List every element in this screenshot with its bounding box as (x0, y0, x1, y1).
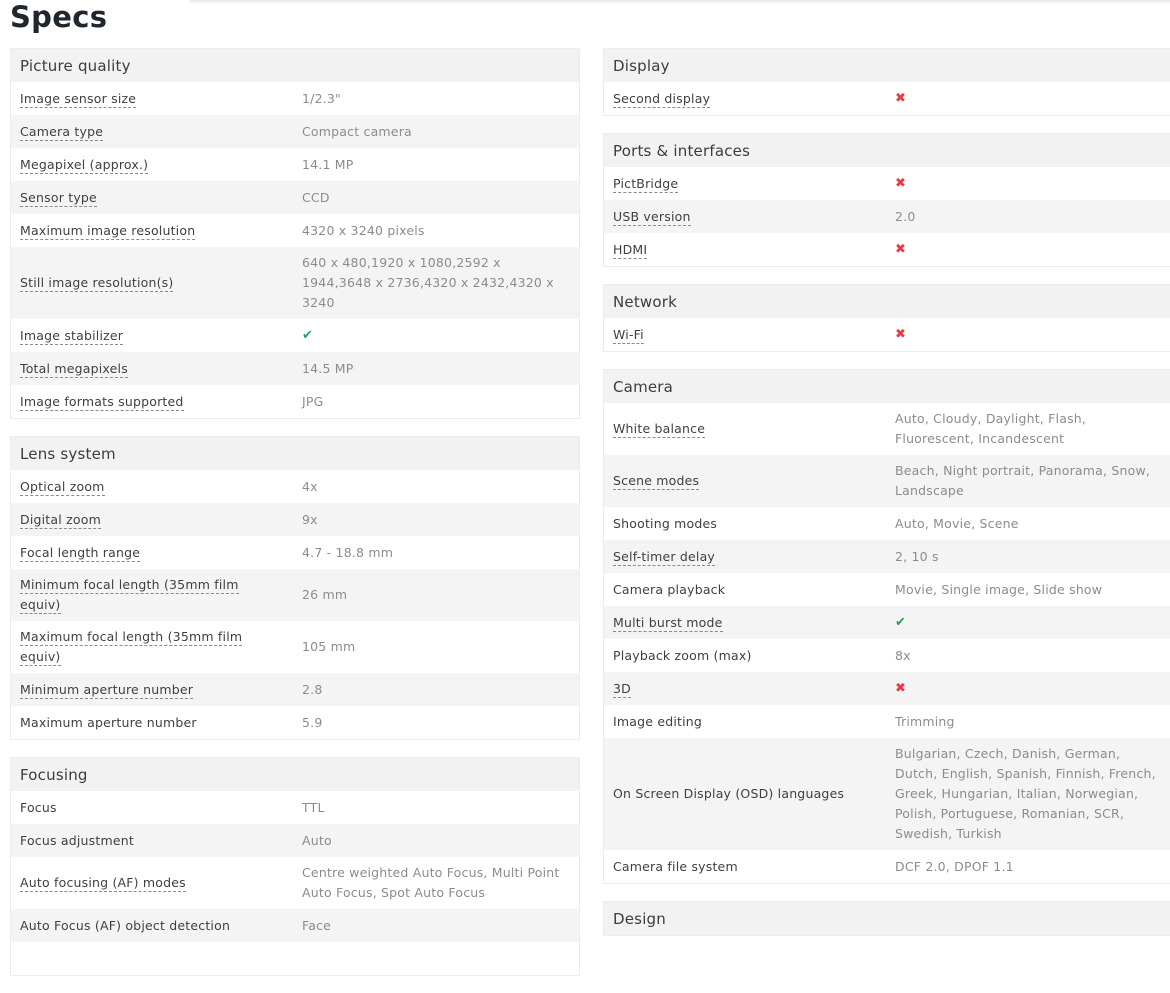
spec-row-on-screen-display-osd-languages (604, 738, 1170, 850)
spec-row-second-display (604, 82, 1170, 115)
spec-value-optical-zoom (302, 477, 579, 497)
spec-value-wi-fi (895, 324, 1170, 345)
spec-row-optical-zoom (11, 470, 579, 503)
page-title: Specs (10, 0, 108, 34)
spec-value-text-image-formats-supported: JPG (302, 393, 324, 409)
spec-row-maximum-focal-length-35mm-film-equiv (11, 621, 579, 673)
spec-row-focus (11, 791, 579, 824)
spec-value-camera-playback (895, 580, 1170, 600)
spec-row-self-timer-delay (604, 540, 1170, 573)
spec-label-image-formats-supported (11, 392, 302, 412)
spec-value-multi-burst-mode (895, 612, 1170, 633)
spec-label-playback-zoom-max (604, 646, 895, 666)
spec-row-shooting-modes (604, 507, 1170, 540)
spec-label-total-megapixels (11, 359, 302, 379)
section-header-ports-interfaces: Ports & interfaces (604, 134, 1170, 167)
spec-label-text-focus: Focus (20, 799, 57, 815)
spec-row-usb-version (604, 200, 1170, 233)
specs-columns (10, 48, 1170, 993)
spec-value-text-image-sensor-size: 1/2.3" (302, 90, 341, 106)
spec-row-minimum-focal-length-35mm-film-equiv (11, 569, 579, 621)
spec-label-megapixel-approx (11, 155, 302, 175)
section-header-picture-quality: Picture quality (11, 49, 579, 82)
spec-row-wi-fi (604, 318, 1170, 351)
spec-value-camera-file-system (895, 857, 1170, 877)
spec-value-maximum-aperture-number (302, 713, 579, 733)
spec-label-image-editing (604, 712, 895, 732)
spec-value-text-megapixel-approx: 14.1 MP (302, 156, 354, 172)
spec-label-usb-version (604, 207, 895, 227)
check-icon: ✔ (302, 328, 314, 343)
spec-row-3d (604, 672, 1170, 705)
spec-value-image-editing (895, 712, 1170, 732)
cross-icon: ✖ (895, 681, 907, 696)
spec-label-text-image-editing: Image editing (613, 713, 703, 729)
spec-label-tooltip-white-balance[interactable]: White balance (613, 421, 706, 436)
spec-value-image-sensor-size (302, 89, 579, 109)
spec-label-camera-playback (604, 580, 895, 600)
spec-label-text-auto-focus-af-object-detection: Auto Focus (AF) object detection (20, 917, 231, 933)
spec-label-image-sensor-size (11, 89, 302, 109)
spec-label-white-balance (604, 419, 895, 439)
spec-row-image-sensor-size (11, 82, 579, 115)
spec-value-self-timer-delay (895, 547, 1170, 567)
spec-label-second-display (604, 89, 895, 109)
spec-value-image-formats-supported (302, 392, 579, 412)
spec-value-on-screen-display-osd-languages (895, 744, 1170, 844)
spec-table-lens-system (10, 436, 580, 740)
spec-label-camera-type (11, 122, 302, 142)
spec-label-tooltip-hdmi[interactable]: HDMI (613, 241, 648, 257)
spec-value-text-minimum-aperture-number: 2.8 (302, 681, 323, 697)
spec-row-megapixel-approx (11, 148, 579, 181)
spec-label-hdmi (604, 240, 895, 260)
spec-row-playback-zoom-max (604, 639, 1170, 672)
spec-label-maximum-aperture-number (11, 713, 302, 733)
spec-value-text-self-timer-delay: 2, 10 s (895, 548, 939, 564)
spec-row-focus-adjustment (11, 824, 579, 857)
spec-row-maximum-image-resolution (11, 214, 579, 247)
spec-label-tooltip-image-sensor-size[interactable]: Image sensor size (20, 90, 137, 106)
cross-icon: ✖ (895, 327, 907, 342)
spec-value-text-focus: TTL (302, 799, 325, 815)
spec-label-self-timer-delay (604, 547, 895, 567)
cross-icon: ✖ (895, 176, 907, 191)
spec-value-camera-type (302, 122, 579, 142)
spec-value-text-auto-focus-af-object-detection: Face (302, 917, 332, 933)
spec-row-camera-type (11, 115, 579, 148)
spec-label-tooltip-scene-modes[interactable]: Scene modes (613, 473, 700, 488)
spec-label-tooltip-image-stabilizer[interactable]: Image stabilizer (20, 327, 124, 343)
spec-label-tooltip-minimum-aperture-number[interactable]: Minimum aperture number (20, 681, 194, 697)
spec-label-3d (604, 679, 895, 699)
spec-value-text-camera-type: Compact camera (302, 123, 412, 139)
spec-value-3d (895, 678, 1170, 699)
spec-row-image-editing (604, 705, 1170, 738)
spec-label-on-screen-display-osd-languages (604, 784, 895, 804)
spec-label-tooltip-multi-burst-mode[interactable]: Multi burst mode (613, 614, 723, 630)
spec-value-text-camera-file-system: DCF 2.0, DPOF 1.1 (895, 858, 1014, 874)
spec-value-scene-modes (895, 461, 1170, 501)
spec-value-minimum-aperture-number (302, 680, 579, 700)
spec-row-auto-focusing-af-modes (11, 857, 579, 909)
spec-value-text-camera-playback: Movie, Single image, Slide show (895, 581, 1103, 597)
spec-value-text-focal-length-range: 4.7 - 18.8 mm (302, 544, 394, 560)
spec-label-tooltip-auto-focusing-af-modes[interactable]: Auto focusing (AF) modes (20, 875, 186, 890)
spec-value-still-image-resolution-s (302, 253, 579, 313)
spec-value-text-digital-zoom: 9x (302, 511, 318, 527)
spec-value-hdmi (895, 239, 1170, 260)
cross-icon: ✖ (895, 91, 907, 106)
spec-value-minimum-focal-length-35mm-film-equiv (302, 585, 579, 605)
spec-value-focus (302, 798, 579, 818)
spec-label-scene-modes (604, 471, 895, 491)
spec-label-tooltip-optical-zoom[interactable]: Optical zoom (20, 478, 105, 494)
spec-row-multi-burst-mode (604, 606, 1170, 639)
spec-table-network (603, 284, 1170, 352)
spec-row-minimum-aperture-number (11, 673, 579, 706)
spec-value-megapixel-approx (302, 155, 579, 175)
spec-table-display (603, 48, 1170, 116)
spec-value-text-scene-modes: Beach, Night portrait, Panorama, Snow, Landscape (895, 463, 1151, 498)
spec-label-tooltip-maximum-image-resolution[interactable]: Maximum image resolution (20, 222, 196, 238)
spec-value-text-maximum-focal-length-35mm-film-equiv: 105 mm (302, 639, 356, 654)
spec-row-scene-modes (604, 455, 1170, 507)
spec-value-shooting-modes (895, 514, 1170, 534)
spec-label-focal-length-range (11, 543, 302, 563)
spec-value-pictbridge (895, 173, 1170, 194)
spec-row-empty (11, 942, 579, 975)
spec-label-wi-fi (604, 325, 895, 345)
spec-value-text-on-screen-display-osd-languages: Bulgarian, Czech, Danish, German, Dutch, English, Spanish, Finnish, French, Greek, Hungarian, Italian, Norwegian, Polish, Portuguese, Romanian, SCR, Swedish, Turkish (895, 746, 1156, 841)
section-header-display: Display (604, 49, 1170, 82)
spec-label-sensor-type (11, 188, 302, 208)
spec-table-camera (603, 369, 1170, 884)
spec-label-tooltip-digital-zoom[interactable]: Digital zoom (20, 511, 101, 527)
spec-label-minimum-focal-length-35mm-film-equiv (11, 575, 302, 615)
spec-label-multi-burst-mode (604, 613, 895, 633)
spec-label-maximum-focal-length-35mm-film-equiv (11, 627, 302, 667)
spec-label-text-playback-zoom-max: Playback zoom (max) (613, 647, 752, 663)
spec-label-tooltip-minimum-focal-length-35mm-film-equiv[interactable]: Minimum focal length (35mm film equiv) (20, 577, 239, 612)
spec-row-maximum-aperture-number (11, 706, 579, 739)
spec-label-tooltip-self-timer-delay[interactable]: Self-timer delay (613, 548, 716, 564)
spec-label-tooltip-usb-version[interactable]: USB version (613, 208, 691, 224)
spec-label-shooting-modes (604, 514, 895, 534)
spec-label-text-camera-file-system: Camera file system (613, 858, 738, 874)
spec-value-text-focus-adjustment: Auto (302, 832, 332, 848)
spec-table-picture-quality (10, 48, 580, 419)
spec-value-usb-version (895, 207, 1170, 227)
spec-label-tooltip-3d[interactable]: 3D (613, 680, 631, 696)
spec-value-text-shooting-modes: Auto, Movie, Scene (895, 515, 1019, 531)
spec-value-maximum-focal-length-35mm-film-equiv (302, 637, 579, 657)
spec-value-auto-focusing-af-modes (302, 863, 579, 903)
spec-value-text-still-image-resolution-s: 640 x 480,1920 x 1080,2592 x 1944,3648 x 2736,4320 x 2432,4320 x 3240 (302, 255, 554, 310)
spec-value-digital-zoom (302, 510, 579, 530)
spec-value-text-sensor-type: CCD (302, 189, 330, 205)
spec-row-digital-zoom (11, 503, 579, 536)
spec-value-text-maximum-aperture-number: 5.9 (302, 714, 323, 730)
spec-label-tooltip-camera-type[interactable]: Camera type (20, 123, 104, 139)
section-header-camera: Camera (604, 370, 1170, 403)
spec-label-text-camera-playback: Camera playback (613, 581, 726, 597)
spec-row-white-balance (604, 403, 1170, 455)
spec-label-text-maximum-aperture-number: Maximum aperture number (20, 714, 197, 730)
check-icon: ✔ (895, 615, 907, 630)
spec-label-tooltip-sensor-type[interactable]: Sensor type (20, 189, 97, 205)
spec-value-text-white-balance: Auto, Cloudy, Daylight, Flash, Fluorescent, Incandescent (895, 411, 1087, 446)
specs-column-left (10, 48, 580, 993)
spec-value-text-usb-version: 2.0 (895, 208, 916, 224)
spec-label-tooltip-second-display[interactable]: Second display (613, 90, 711, 106)
specs-column-right (603, 48, 1170, 953)
spec-value-focus-adjustment (302, 831, 579, 851)
spec-value-sensor-type (302, 188, 579, 208)
spec-label-tooltip-maximum-focal-length-35mm-film-equiv[interactable]: Maximum focal length (35mm film equiv) (20, 629, 243, 664)
spec-label-auto-focusing-af-modes (11, 873, 302, 893)
spec-label-text-focus-adjustment: Focus adjustment (20, 832, 134, 848)
spec-label-digital-zoom (11, 510, 302, 530)
section-header-focusing: Focusing (11, 758, 579, 791)
spec-row-pictbridge (604, 167, 1170, 200)
spec-value-image-stabilizer (302, 325, 579, 346)
cross-icon: ✖ (895, 242, 907, 257)
section-header-network: Network (604, 285, 1170, 318)
spec-label-still-image-resolution-s (11, 273, 302, 293)
spec-value-text-playback-zoom-max: 8x (895, 647, 911, 663)
spec-value-text-minimum-focal-length-35mm-film-equiv: 26 mm (302, 587, 348, 602)
spec-value-text-auto-focusing-af-modes: Centre weighted Auto Focus, Multi Point Auto Focus, Spot Auto Focus (302, 865, 560, 900)
spec-value-text-maximum-image-resolution: 4320 x 3240 pixels (302, 222, 425, 238)
spec-label-optical-zoom (11, 477, 302, 497)
spec-label-tooltip-total-megapixels[interactable]: Total megapixels (20, 360, 128, 376)
spec-table-design (603, 901, 1170, 936)
spec-label-tooltip-megapixel-approx[interactable]: Megapixel (approx.) (20, 156, 149, 172)
spec-value-maximum-image-resolution (302, 221, 579, 241)
spec-value-focal-length-range (302, 543, 579, 563)
spec-row-image-formats-supported (11, 385, 579, 418)
spec-label-image-stabilizer (11, 326, 302, 346)
section-header-lens-system: Lens system (11, 437, 579, 470)
spec-label-text-shooting-modes: Shooting modes (613, 515, 718, 531)
spec-label-tooltip-pictbridge[interactable]: PictBridge (613, 175, 679, 191)
spec-label-pictbridge (604, 174, 895, 194)
spec-value-playback-zoom-max (895, 646, 1170, 666)
spec-row-focal-length-range (11, 536, 579, 569)
spec-value-text-total-megapixels: 14.5 MP (302, 360, 354, 376)
spec-row-sensor-type (11, 181, 579, 214)
spec-label-maximum-image-resolution (11, 221, 302, 241)
spec-label-minimum-aperture-number (11, 680, 302, 700)
spec-value-white-balance (895, 409, 1170, 449)
spec-value-text-optical-zoom: 4x (302, 478, 318, 494)
spec-label-tooltip-image-formats-supported[interactable]: Image formats supported (20, 393, 184, 409)
spec-row-auto-focus-af-object-detection (11, 909, 579, 942)
spec-row-camera-file-system (604, 850, 1170, 883)
section-header-design: Design (604, 902, 1170, 935)
spec-value-text-image-editing: Trimming (895, 713, 955, 729)
spec-value-total-megapixels (302, 359, 579, 379)
spec-row-total-megapixels (11, 352, 579, 385)
spec-row-camera-playback (604, 573, 1170, 606)
spec-label-focus-adjustment (11, 831, 302, 851)
spec-label-camera-file-system (604, 857, 895, 877)
spec-table-ports-interfaces (603, 133, 1170, 267)
spec-row-hdmi (604, 233, 1170, 266)
spec-label-tooltip-still-image-resolution-s[interactable]: Still image resolution(s) (20, 275, 174, 290)
spec-label-tooltip-wi-fi[interactable]: Wi-Fi (613, 326, 644, 342)
spec-value-second-display (895, 88, 1170, 109)
spec-table-focusing (10, 757, 580, 976)
spec-row-still-image-resolution-s (11, 247, 579, 319)
spec-label-text-on-screen-display-osd-languages: On Screen Display (OSD) languages (613, 786, 845, 801)
spec-label-tooltip-focal-length-range[interactable]: Focal length range (20, 544, 141, 560)
spec-label-focus (11, 798, 302, 818)
spec-row-image-stabilizer (11, 319, 579, 352)
